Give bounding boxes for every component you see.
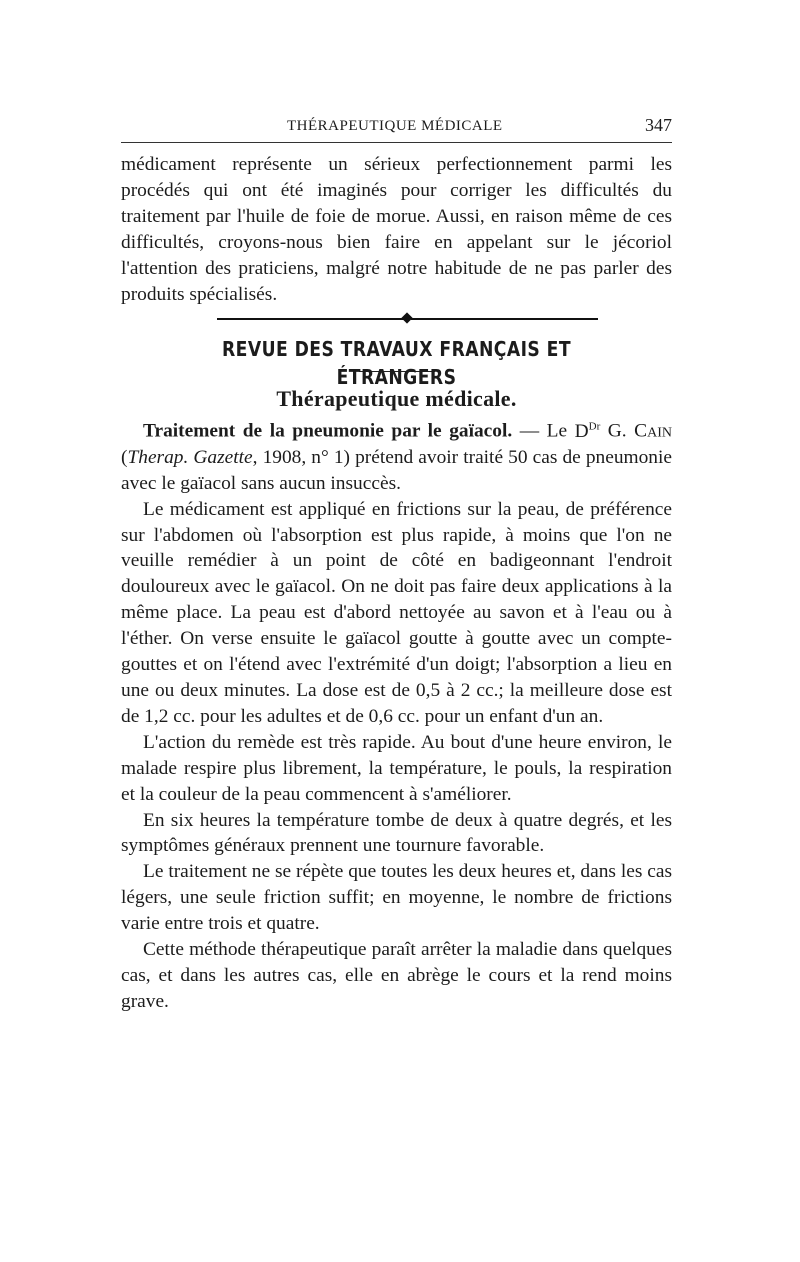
- page-number: 347: [645, 115, 672, 135]
- journal-name: Therap. Gazette: [127, 446, 253, 468]
- section-heading: REVUE DES TRAVAUX FRANÇAIS ET ÉTRANGERS: [221, 337, 572, 390]
- body-paragraph: En six heures la température tombe de deux à quatre degrés, et les symptômes généraux prennent une tournure favorable.: [121, 809, 672, 857]
- author-name: Cain: [634, 420, 672, 442]
- article-title: Traitement de la pneumonie par le gaïacol.: [143, 420, 513, 442]
- sub-heading: Thérapeutique médicale.: [276, 386, 517, 412]
- body-paragraph: Le traitement ne se répète que toutes les deux heures et, dans les cas légers, une seule friction suffit; en moyenne, le nombre de frictions varie entre trois et quatre.: [121, 861, 672, 935]
- running-title: THÉRAPEUTIQUE MÉDICALE: [287, 118, 503, 134]
- body-paragraph: Le médicament est appliqué en frictions sur la peau, de préférence sur l'abdomen où l'absorption est plus rapide, à moins que l'on ne veuille remédier à un point de côté en badigeonnant l'endroit douloureux avec le gaïacol. On ne doit pas faire deux applications à la même place. La peau est d'abord nettoyée au savon et à l'eau ou à l'éther. On verse ensuite le gaïacol goutte à goutte avec un compte-gouttes et on l'étend avec l'extrémité d'un doigt; l'absorption a lieu en une ou deux minutes. La dose est de 0,5 à 2 cc.; la meilleure dose est de 1,2 cc. pour les adultes et de 0,6 cc. pour un enfant d'un an.: [121, 498, 672, 727]
- citation-open: (: [121, 446, 128, 468]
- divider-line-right: [411, 318, 598, 320]
- book-page: [121, 112, 672, 1015]
- intro-paragraph: médicament représente un sérieux perfectionnement parmi les procédés qui ont été imaginés pour corriger les difficultés du traitement par l'huile de foie de morue. Aussi, en raison même de ces difficultés, croyons-nous bien faire en appelant sur le jécoriol l'attention des praticiens, malgré notre habitude de ne pas parler des produits spécialisés.: [121, 154, 672, 305]
- article-lead-paragraph: [121, 414, 672, 496]
- author-title: $D^{Dr}$: [574, 420, 601, 442]
- article-dash: — Le: [512, 420, 575, 442]
- body-paragraph: Cette méthode thérapeutique paraît arrêter la maladie dans quelques cas, et dans les autres cas, elle en abrège le cours et la rend moins grave.: [121, 939, 672, 1012]
- citation-rest: , 1908, n° 1) prétend avoir traité 50 cas de pneumonie avec le gaïacol sans aucun insuccès.: [121, 446, 672, 494]
- author-initial: G.: [600, 420, 635, 442]
- ornamental-divider: [121, 309, 672, 331]
- body-paragraph: L'action du remède est très rapide. Au bout d'une heure environ, le malade respire plus librement, la température, le pouls, la respiration et la couleur de la peau commencent à s'améliorer.: [121, 731, 672, 805]
- divider-line-left: [217, 318, 405, 320]
- running-head: [121, 112, 672, 143]
